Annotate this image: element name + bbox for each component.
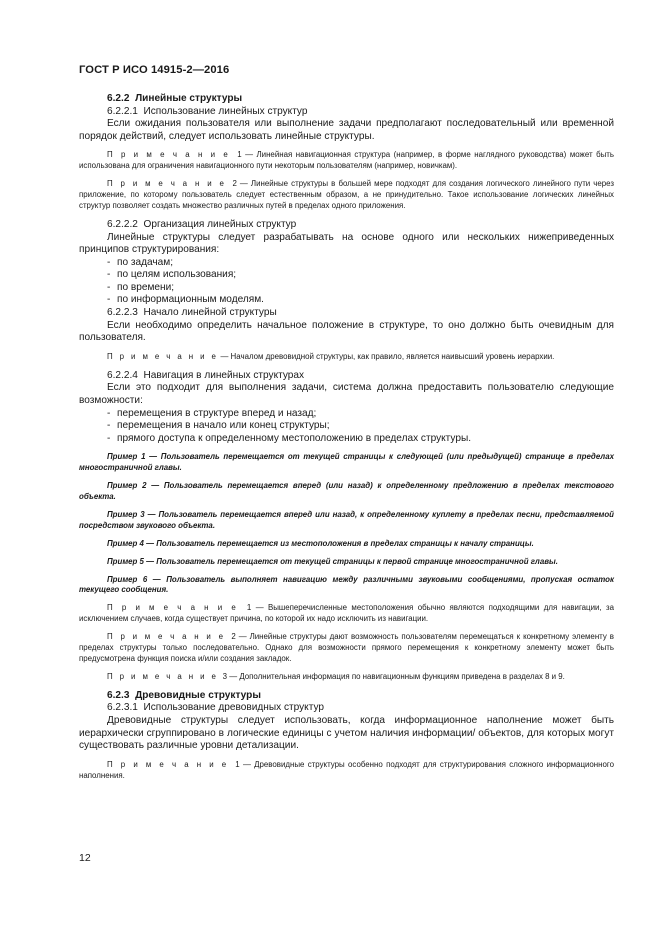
page-content	[79, 93, 614, 782]
note-label: П р и м е ч а н и е	[107, 671, 219, 681]
subsection-title: Навигация в линейных структурах	[143, 369, 305, 381]
example: Пример 6 — Пользователь выполняет навигацию между различными звуковыми сообщениями, пропуская остаток текущего сообщения.	[79, 574, 614, 595]
list-item-text: перемещения в начало или конец структуры;	[117, 420, 330, 432]
example-text: Пользователь перемещается от текущей страницы к первой странице многостраничной главы.	[156, 556, 558, 566]
example-text: Пользователь выполняет навигацию между различными звуковыми сообщениями, пропуская остаток текущего сообщения.	[79, 574, 614, 595]
example-label: Пример 1	[107, 452, 146, 462]
example: Пример 1 — Пользователь перемещается от текущей страницы к следующей (или предыдущей) странице в пределах многостраничной главы.	[79, 452, 614, 473]
list-item: - перемещения в структуре вперед и назад;	[107, 407, 317, 419]
subsection-number: 6.2.2.3	[107, 307, 138, 319]
list-item-text: по целям использования;	[117, 269, 237, 281]
note	[79, 632, 614, 665]
subsection-title: Организация линейных структур	[143, 218, 297, 230]
section-heading	[79, 93, 614, 106]
example: Пример 3 — Пользователь перемещается вперед или назад, к определенному куплету в пределах песни, представляемой посредством звукового объекта.	[79, 509, 614, 530]
list-item: - по времени;	[107, 281, 175, 293]
list-item-text: по времени;	[117, 281, 175, 293]
section-heading	[79, 690, 614, 703]
subsection-title: Использование линейных структур	[143, 105, 308, 117]
note	[79, 150, 614, 172]
page-number: 12	[79, 852, 91, 864]
example-text: Пользователь перемещается от текущей страницы к следующей (или предыдущей) странице в пределах многостраничной главы.	[79, 452, 614, 473]
note	[79, 352, 614, 363]
note-label: П р и м е ч а н и е	[107, 179, 227, 189]
paragraph: Древовидные структуры следует использовать, когда информационное наполнение может быть иерархически сгруппировано в логические единицы с учетом наличия информации/ объектов, для которых могут существовать различные уровни детализации.	[79, 715, 614, 752]
note-text: — Началом древовидной структуры, как правило, является наивысший уровень иерархии.	[220, 351, 555, 361]
note-text: 1 — Линейная навигационная структура (например, в форме наглядного руководства) может быть использована для ограничения навигационного пути некоторым пользователям (например, новичкам).	[79, 150, 614, 171]
note-text: 2 — Линейные структуры в большей мере подходят для создания логического линейного пути через приложение, по которому пользователь следует естественным образом, а не принудительно. Такое использование логических линейных структур позволяет создать множество различных путей в пределах одного приложения.	[79, 179, 615, 210]
subsection-title: Использование древовидных структур	[143, 702, 324, 714]
example-text: Пользователь перемещается вперед или назад, к определенному куплету в пределах песни, представляемой посредством звукового объекта.	[79, 509, 614, 530]
subsection-number: 6.2.2.2	[107, 218, 138, 230]
section-number: 6.2.3	[107, 689, 130, 701]
note-text: 2 — Линейные структуры дают возможность пользователям перемещаться к конкретному элементу в пределах структуры только последовательно. Однако для возможности прямого перемещения к конкретному элементу может быть предусмотрена функция поиска и/или создания закладок.	[79, 632, 615, 663]
list-item: - по целям использования;	[107, 269, 237, 281]
example: Пример 2 — Пользователь перемещается вперед (или назад) к определенному предложению в пределах текстового объекта.	[79, 481, 614, 502]
note-text: 1 — Древовидные структуры особенно подходят для структурирования сложного информационного наполнения.	[79, 759, 614, 780]
subsection-heading	[79, 370, 614, 383]
example: Пример 4 — Пользователь перемещается из местоположения в пределах страницы к началу страницы.	[107, 538, 534, 548]
example-text: Пользователь перемещается вперед (или назад) к определенному предложению в пределах текстового объекта.	[79, 481, 614, 502]
subsection-heading	[79, 702, 614, 715]
example-label: Пример 4	[107, 538, 144, 548]
note-label: П р и м е ч а н и е	[107, 759, 229, 769]
example-label: Пример 5	[107, 556, 144, 566]
example: Пример 5 — Пользователь перемещается от текущей страницы к первой странице многостраничной главы.	[107, 556, 558, 566]
note	[79, 179, 614, 212]
note-text: 1 — Вышеперечисленные местоположения обычно являются подходящими для навигации, за исключением случаев, когда существует причина, по которой их надо исключить из навигации.	[79, 603, 614, 624]
paragraph: Если ожидания пользователя или выполнение задачи предполагают последовательный или временной порядок действий, следует использовать линейные структуры.	[79, 118, 614, 142]
note-label: П р и м е ч а н и е	[107, 603, 239, 613]
list-item-text: по информационным моделям.	[117, 294, 264, 306]
subsection-heading	[79, 106, 614, 119]
section-title: Древовидные структуры	[135, 689, 261, 701]
subsection-heading	[79, 307, 614, 320]
list-item: - прямого доступа к определенному местоположению в пределах структуры.	[107, 432, 472, 444]
example-label: Пример 3	[107, 509, 145, 519]
paragraph: Если необходимо определить начальное положение в структуре, то оно должно быть очевидным для пользователя.	[79, 319, 614, 344]
note-label: П р и м е ч а н и е	[107, 150, 231, 160]
note	[79, 603, 614, 625]
paragraph: Линейные структуры следует разрабатывать на основе одного или нескольких нижеприведенных принципов структурирования:	[79, 231, 614, 256]
list-item: - по информационным моделям.	[107, 294, 264, 306]
list-item-text: прямого доступа к определенному местоположению в пределах структуры.	[117, 432, 472, 444]
list-item-text: перемещения в структуре вперед и назад;	[117, 407, 317, 419]
note	[79, 672, 614, 683]
subsection-title: Начало линейной структуры	[143, 307, 277, 319]
subsection-heading	[79, 219, 614, 232]
subsection-number: 6.2.2.1	[107, 105, 138, 117]
section-title: Линейные структуры	[135, 93, 243, 104]
subsection-number: 6.2.3.1	[107, 702, 138, 714]
note-text: 3 — Дополнительная информация по навигационным функциям приведена в разделах 8 и 9.	[222, 671, 565, 681]
example-label: Пример 2	[107, 481, 147, 491]
note-label: П р и м е ч а н и е	[107, 351, 219, 361]
list-item: - перемещения в начало или конец структуры;	[107, 420, 330, 432]
list-item: - по задачам;	[107, 256, 174, 268]
subsection-number: 6.2.2.4	[107, 369, 138, 381]
list-item-text: по задачам;	[117, 256, 174, 268]
note	[79, 760, 614, 782]
document-header: ГОСТ Р ИСО 14915-2—2016	[79, 64, 230, 76]
example-label: Пример 6	[107, 574, 148, 584]
section-number: 6.2.2	[107, 93, 130, 104]
paragraph: Если это подходит для выполнения задачи, система должна предоставить пользователю следующие возможности:	[79, 382, 614, 406]
note-label: П р и м е ч а н и е	[107, 632, 226, 642]
example-text: Пользователь перемещается из местоположения в пределах страницы к началу страницы.	[156, 538, 534, 548]
